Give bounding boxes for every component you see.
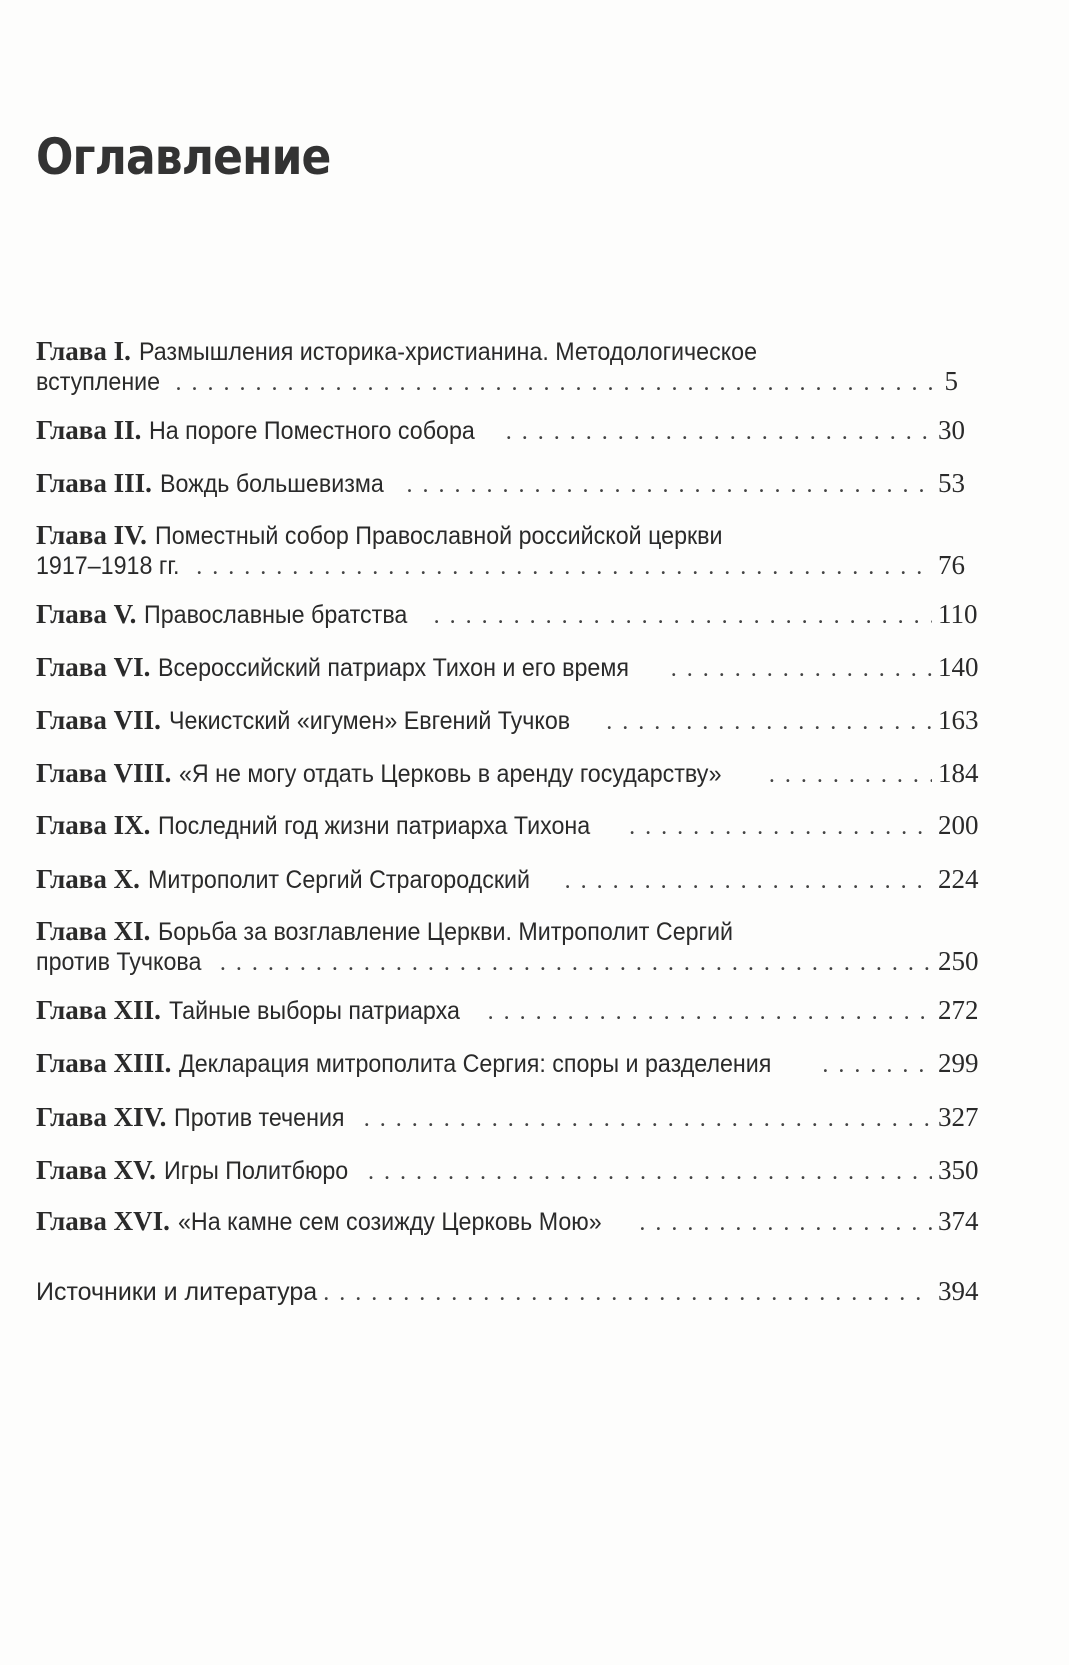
dot-leader [323,1278,932,1308]
toc-entry-chapter-13[interactable] [36,1048,979,1078]
chapter-title: Декларация митрополита Сергия: споры и разделения [179,1050,772,1078]
page-number: 200 [938,810,979,840]
page-number: 350 [938,1155,979,1185]
dot-leader [407,470,932,500]
chapter-title: Всероссийский патриарх Тихон и его время [158,654,630,682]
toc-entry-chapter-16[interactable] [36,1206,979,1236]
page-number: 299 [938,1048,979,1078]
page-number: 53 [938,468,965,498]
chapter-title-line1: Размышления историка-христианина. Методологическое [138,338,757,366]
page-number: 30 [938,415,965,445]
toc-entry-chapter-11[interactable] [36,916,979,976]
dot-leader [822,1050,932,1080]
toc-entry-chapter-7[interactable] [36,705,979,735]
dot-leader [506,417,932,447]
chapter-label: Глава II. [36,415,142,445]
chapter-label: Глава VII. [36,705,161,735]
toc-entry-chapter-3[interactable] [36,468,965,498]
chapter-label: Глава III. [36,468,152,498]
page-number: 110 [938,599,978,629]
dot-leader [639,1208,932,1238]
dot-leader [606,707,932,737]
dot-leader [488,997,932,1027]
chapter-title: Игры Политбюро [163,1157,349,1185]
chapter-title-line2: 1917–1918 гг. [36,552,180,580]
toc-entry-chapter-8[interactable] [36,758,979,788]
page-number: 163 [938,705,979,735]
chapter-title: Последний год жизни патриарха Тихона [158,812,591,840]
toc-entry-chapter-10[interactable] [36,864,979,894]
dot-leader [364,1104,932,1134]
chapter-label: Глава IX. [36,810,151,840]
toc-entry-chapter-12[interactable] [36,995,979,1025]
page-number: 272 [938,995,979,1025]
chapter-label: Глава XI. [36,916,151,946]
chapter-label: Глава XVI. [36,1206,170,1236]
chapter-label: Глава XII. [36,995,161,1025]
toc-entry-chapter-4[interactable] [36,520,965,580]
toc-entry-chapter-6[interactable] [36,652,979,682]
sources-title: Источники и литература [36,1278,318,1306]
chapter-title: Против течения [174,1104,345,1132]
dot-leader [434,601,932,631]
toc-entry-sources[interactable] [36,1276,979,1306]
chapter-title: Вождь большевизма [159,470,384,498]
chapter-label: Глава V. [36,599,137,629]
toc-entry-chapter-1[interactable] [36,336,958,396]
toc-entry-chapter-2[interactable] [36,415,965,445]
page-number: 327 [938,1102,979,1132]
chapter-title: Тайные выборы патриарха [168,997,460,1025]
page-number: 394 [938,1276,979,1306]
chapter-title-line2: вступление [36,368,161,396]
toc-entry-chapter-9[interactable] [36,810,979,840]
chapter-title-line1: Борьба за возглавление Церкви. Митрополит Сергий [158,918,734,946]
toc-entry-chapter-5[interactable] [36,599,978,629]
dot-leader [175,368,932,398]
page-number: 374 [938,1206,979,1236]
dot-leader [220,948,932,978]
page-number: 184 [938,758,979,788]
chapter-title: На пороге Поместного собора [149,417,476,445]
chapter-title: «Я не могу отдать Церковь в аренду государству» [179,760,722,788]
dot-leader [565,866,932,896]
toc-entry-chapter-15[interactable] [36,1155,979,1185]
dot-leader [368,1157,932,1187]
chapter-label: Глава VI. [36,652,151,682]
chapter-title: «На камне сем созижду Церковь Мою» [177,1208,602,1236]
chapter-label: Глава VIII. [36,758,172,788]
chapter-title-line1: Поместный собор Православной российской церкви [154,522,723,550]
chapter-label: Глава XV. [36,1155,156,1185]
chapter-label: Глава I. [36,336,131,366]
page-title: Оглавление [36,128,331,186]
dot-leader [671,654,932,684]
chapter-label: Глава IV. [36,520,147,550]
chapter-title: Чекистский «игумен» Евгений Тучков [168,707,570,735]
chapter-label: Глава XIV. [36,1102,167,1132]
page-number: 140 [938,652,979,682]
chapter-label: Глава X. [36,864,140,894]
dot-leader [629,812,932,842]
dot-leader [769,760,932,790]
chapter-label: Глава XIII. [36,1048,172,1078]
chapter-title-line2: против Тучкова [36,948,202,976]
toc-entry-chapter-14[interactable] [36,1102,979,1132]
dot-leader [196,552,932,582]
chapter-title: Митрополит Сергий Страгородский [147,866,530,894]
page-number: 224 [938,864,979,894]
page-number: 76 [938,550,965,580]
page-number: 250 [938,946,979,976]
page-number: 5 [944,366,958,396]
chapter-title: Православные братства [144,601,408,629]
